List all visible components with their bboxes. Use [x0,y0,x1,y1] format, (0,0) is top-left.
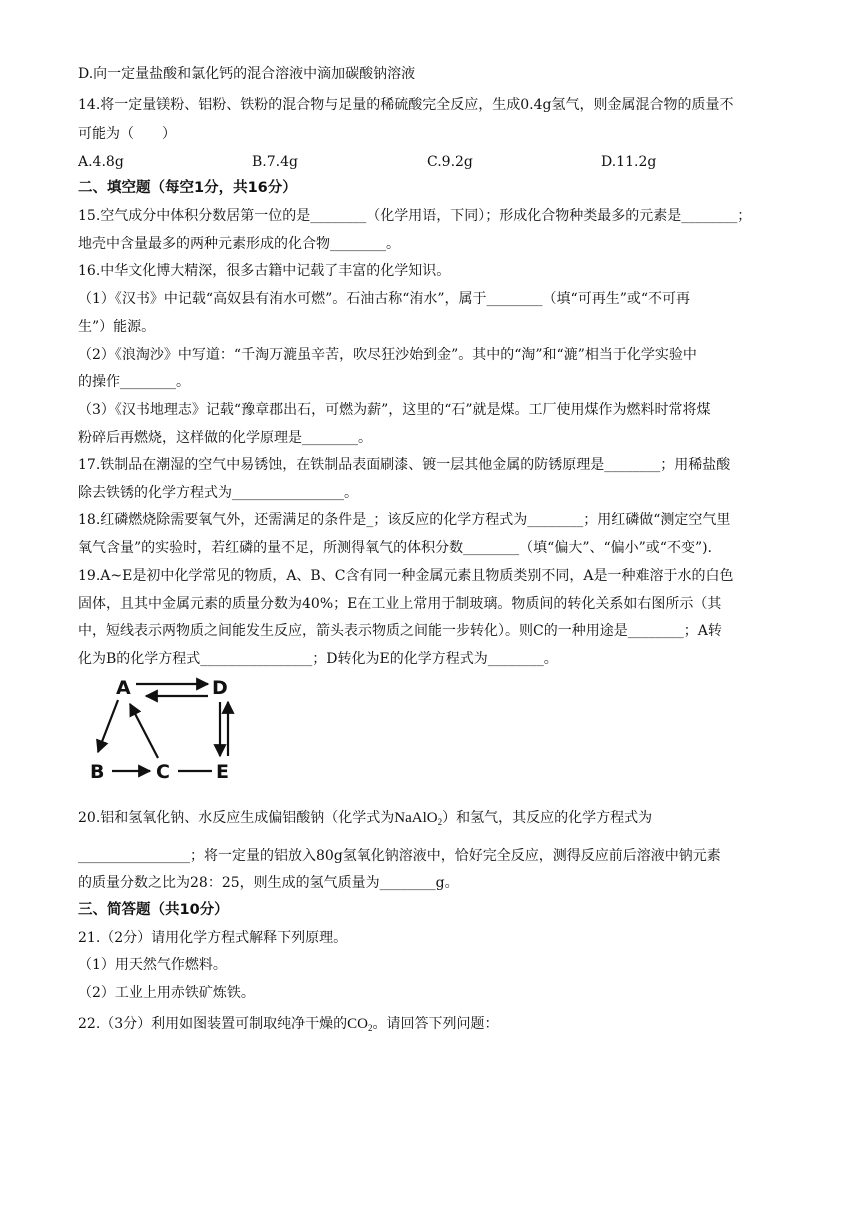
q21-part1: （1）用天然气作燃料。 [78,957,227,973]
q22-formula [347,1016,372,1032]
q14-options [78,152,798,172]
q16-part3-line1: （3）《汉书地理志》记载“豫章郡出石，可燃为薪”，这里的“石”就是煤。工厂使用煤作为燃料时常将煤 [78,402,711,418]
q20-line1-post: ）和氢气，其反应的化学方程式为 [442,810,653,826]
q14-stem-line2: 可能为（ ） [78,126,176,142]
q16-part2-line2: 的操作________。 [78,374,190,390]
q16-intro: 16.中华文化博大精深，很多古籍中记载了丰富的化学知识。 [78,263,451,279]
q21-intro: 21.（2分）请用化学方程式解释下列原理。 [78,930,348,946]
arrow-c-to-a [130,704,158,758]
q13-option-d: D.向一定量盐酸和氯化钙的混合溶液中滴加碳酸钠溶液 [78,66,416,82]
q20-line1-pre: 20.铝和氢氧化钠、水反应生成偏铝酸钠（化学式为 [78,810,395,826]
q14-option-d: D.11.2g [601,154,657,170]
q16-part3-line2: 粉碎后再燃烧，这样做的化学原理是________。 [78,430,372,446]
q17-line1: 17.铁制品在潮湿的空气中易锈蚀，在铁制品表面刷漆、镀一层其他金属的防锈原理是________；用稀盐酸 [78,457,731,473]
q22-pre: 22.（3分）利用如图装置可制取纯净干燥的 [78,1016,348,1032]
q16-part1-line2: 生”）能源。 [78,319,156,335]
section2-heading: 二、填空题（每空1分，共16分） [78,180,297,196]
q22-formula-main: CO [347,1016,369,1032]
q19-line4: 化为B的化学方程式________________；D转化为E的化学方程式为________。 [78,651,558,667]
q22-formula-sub: 2 [368,1023,373,1033]
q19-line1: 19.A~E是初中化学常见的物质，A、B、C含有同一种金属元素且物质类别不同，A是一种难溶于水的白色 [78,568,734,584]
q19-line2: 固体，且其中金属元素的质量分数为40%；E在工业上常用于制玻璃。物质间的转化关系如右图所示（其 [78,596,722,612]
q16-part1-line1: （1）《汉书》中记载“高奴县有洧水可燃”。石油古称“洧水”，属于________（填“可再生”或“不可再 [78,291,691,307]
node-a: A [116,677,131,699]
q22-post: 。请回答下列问题： [372,1016,499,1032]
q17-line2: 除去铁锈的化学方程式为________________。 [78,485,358,501]
q16-part2-line1: （2）《浪淘沙》中写道：“千淘万漉虽辛苦，吹尽狂沙始到金”。其中的“淘”和“漉”相当于化学实验中 [78,347,697,363]
node-c: C [156,761,170,783]
q19-line3: 中，短线表示两物质之间能发生反应，箭头表示物质之间能一步转化）。则C的一种用途是________；A转 [78,623,722,639]
node-d: D [212,677,228,699]
section3-heading: 三、简答题（共10分） [78,902,229,918]
node-e: E [216,761,229,783]
q20-formula [394,810,442,826]
arrow-a-to-b [98,700,118,752]
q14-option-c: C.9.2g [427,154,473,170]
q14-stem-line1: 14.将一定量镁粉、铝粉、铁粉的混合物与足量的稀硫酸完全反应，生成0.4g氢气，则金属混合物的质量不 [78,97,734,113]
q20-line1 [78,808,798,828]
q14-option-b: B.7.4g [252,154,298,170]
q18-line1: 18.红磷燃烧除需要氧气外，还需满足的条件是_；该反应的化学方程式为________；用红磷做“测定空气里 [78,512,731,528]
node-b: B [90,761,105,783]
q20-line2: ________________；将一定量的铝放入80g氢氧化钠溶液中，恰好完全反应，测得反应前后溶液中钠元素 [78,848,721,864]
q14-option-a: A.4.8g [78,154,124,170]
q21-part2: （2）工业上用赤铁矿炼铁。 [78,985,255,1001]
q19-relationship-diagram [84,672,244,784]
q20-formula-main: NaAlO [394,810,438,826]
q22-stem [78,1014,798,1034]
q15-line2: 地壳中含量最多的两种元素形成的化合物________。 [78,236,400,252]
q15-line1: 15.空气成分中体积分数居第一位的是________（化学用语，下同）；形成化合物种类最多的元素是________； [78,208,752,224]
q20-line3: 的质量分数之比为28：25，则生成的氢气质量为________g。 [78,875,459,891]
q20-formula-sub: 2 [437,817,443,827]
q18-line2: 氧气含量”的实验时，若红磷的量不足，所测得氧气的体积分数________（填“偏大”、“偏小”或“不变”). [78,540,713,556]
